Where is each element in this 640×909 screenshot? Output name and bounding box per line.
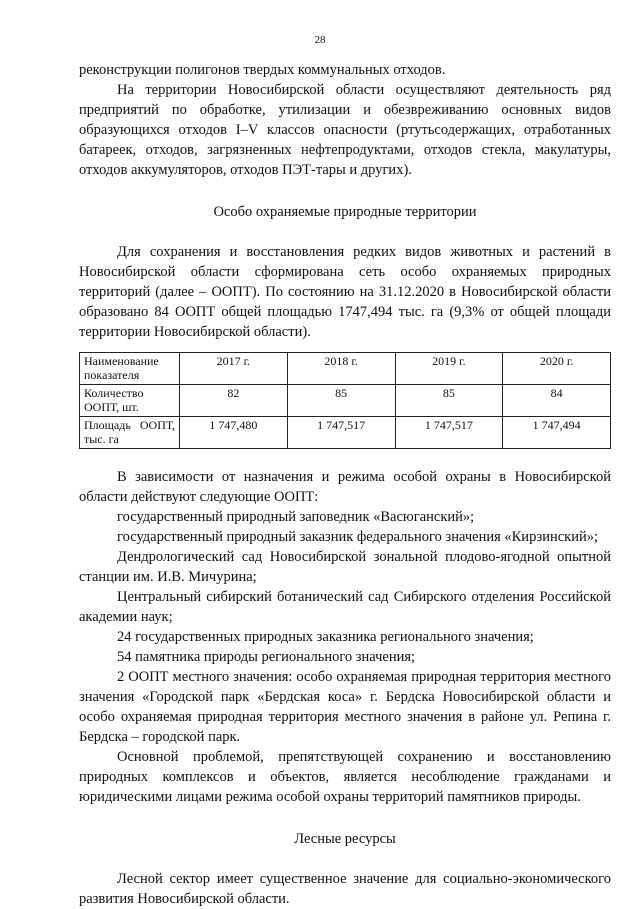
intro-paragraph-continuation: реконструкции полигонов твердых коммунальных отходов.	[79, 62, 446, 78]
list-item: 54 памятника природы регионального значения;	[117, 649, 416, 665]
paragraph-oopt-types-intro: В зависимости от назначения и режима особой охраны в Новосибирской области действуют следующие ООПТ:	[79, 469, 611, 505]
list-item: Центральный сибирский ботанический сад Сибирского отделения Российской академии наук;	[79, 589, 611, 625]
table-cell: 1 747,480	[180, 417, 288, 449]
table-header-cell: Наименование показателя	[80, 353, 180, 385]
table-header-cell: 2017 г.	[180, 353, 288, 385]
page-content	[79, 60, 611, 909]
heading-forest: Лесные ресурсы	[294, 831, 396, 847]
table-cell: Площадь ООПТ, тыс. га	[80, 417, 180, 449]
list-item: 2 ООПТ местного значения: особо охраняемая природная территория местного значения «Городской парк «Бердская коса» г. Бердска Новосибирской области и особо охраняемая природная территория местного значения в районе ул. Репина г. Бердска – городской парк.	[79, 669, 611, 745]
table-cell: 85	[287, 385, 395, 417]
table-cell: 1 747,494	[503, 417, 611, 449]
table-cell: 1 747,517	[287, 417, 395, 449]
heading-oopt: Особо охраняемые природные территории	[213, 204, 477, 220]
table-cell: 85	[395, 385, 503, 417]
table-cell: 82	[180, 385, 288, 417]
page-number: 28	[314, 34, 326, 46]
paragraph-main-problem: Основной проблемой, препятствующей сохранению и восстановлению природных комплексов и объектов, является несоблюдение гражданами и юридическими лицами режима особой охраны территорий памятников природы.	[79, 749, 611, 805]
list-item: Дендрологический сад Новосибирской зональной плодово-ягодной опытной станции им. И.В. Мичурина;	[79, 549, 611, 585]
table-row	[80, 385, 611, 417]
table-header-cell: 2018 г.	[287, 353, 395, 385]
table-cell: 84	[503, 385, 611, 417]
table-cell: 1 747,517	[395, 417, 503, 449]
paragraph-oopt: Для сохранения и восстановления редких видов животных и растений в Новосибирской области сформирована сеть особо охраняемых природных территорий (далее – ООПТ). По состоянию на 31.12.2020 в Новосибирской области образовано 84 ООПТ общей площадью 1747,494 тыс. га (9,3% от общей площади территории Новосибирской области).	[79, 244, 611, 340]
table-cell: Количество ООПТ, шт.	[80, 385, 180, 417]
list-item: 24 государственных природных заказника регионального значения;	[117, 629, 534, 645]
table-header-row	[80, 353, 611, 385]
list-item: государственный природный заповедник «Васюганский»;	[117, 509, 475, 525]
table-header-cell: 2019 г.	[395, 353, 503, 385]
table-row	[80, 417, 611, 449]
list-item: государственный природный заказник федерального значения «Кирзинский»;	[117, 529, 599, 545]
intro-paragraph-waste: На территории Новосибирской области осуществляют деятельность ряд предприятий по обработке, утилизации и обезвреживанию основных видов образующихся отходов I–V классов опасности (ртутьсодержащих, отработанных батареек, отходов, загрязненных нефтепродуктами, отходов стекла, макулатуры, отходов аккумуляторов, отходов ПЭТ-тары и других).	[79, 82, 611, 178]
table-header-cell: 2020 г.	[503, 353, 611, 385]
paragraph-forest: Лесной сектор имеет существенное значение для социально-экономического развития Новосибирской области.	[79, 871, 611, 907]
oopt-stats-table	[79, 352, 611, 449]
